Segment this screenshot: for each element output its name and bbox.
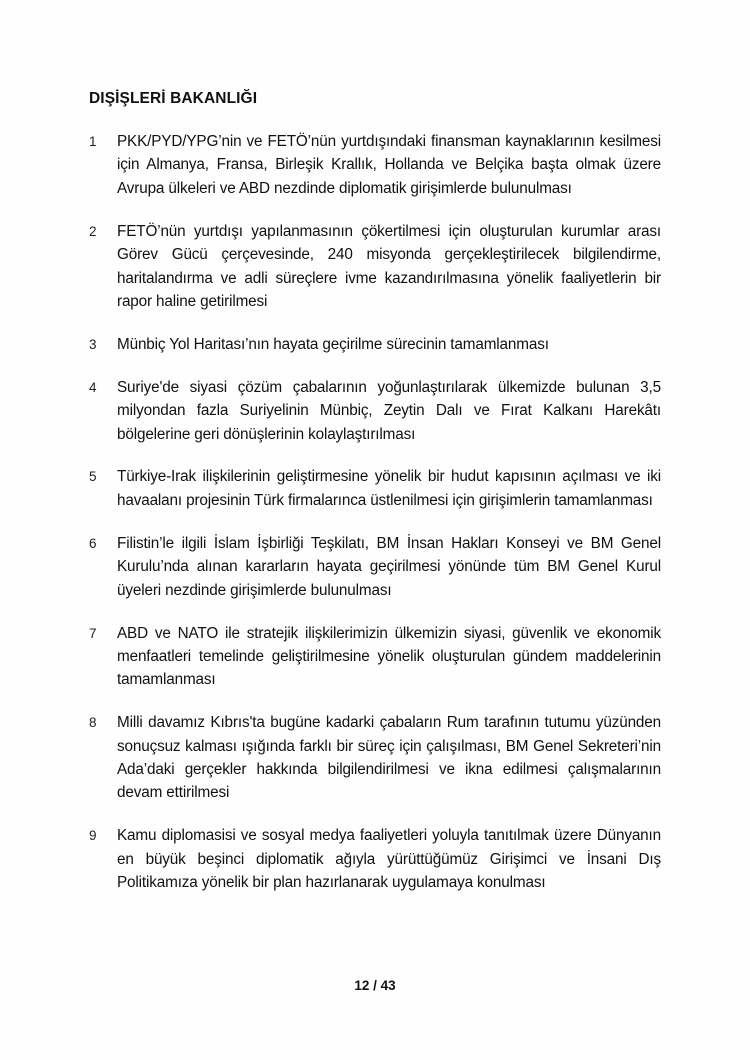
item-number: 3	[89, 336, 97, 352]
item-text: Kamu diplomasisi ve sosyal medya faaliyetleri yoluyla tanıtılmak üzere Dünyanın en büyük beşinci diplomatik ağıyla yürüttüğümüz Girişimci ve İnsani Dış Politikamıza yönelik bir plan hazırlanarak uygulamaya konulması	[117, 827, 661, 892]
list-item	[89, 130, 661, 200]
item-text: Filistin’le ilgili İslam İşbirliği Teşkilatı, BM İnsan Hakları Konseyi ve BM Genel Kurulu’nda alınan kararların hayata geçirilmesi yönünde tüm BM Genel Kurul üyeleri nezdinde girişimlerde bulunulması	[117, 534, 661, 599]
item-text: FETÖ’nün yurtdışı yapılanmasının çökertilmesi için oluşturulan kurumlar arası Görev Gücü çerçevesinde, 240 misyonda gerçekleştirilecek bilgilendirme, haritalandırma ve adli süreçlere ivme kazandırılmasına yönelik faaliyetlerin bir rapor haline getirilmesi	[117, 222, 661, 310]
item-text: Milli davamız Kıbrıs'ta bugüne kadarki çabaların Rum tarafının tutumu yüzünden sonuçsuz kalması ışığında farklı bir süreç için çalışılması, BM Genel Sekreteri’nin Ada’daki gerçekler hakkında bilgilendirilmesi ve ikna edilmesi çalışmalarının devam ettirilmesi	[117, 714, 661, 802]
item-text: ABD ve NATO ile stratejik ilişkilerimizin ülkemizin siyasi, güvenlik ve ekonomik menfaatleri temelinde geliştirilmesine yönelik oluşturulan gündem maddelerinin tamamlanması	[117, 624, 661, 689]
list-item	[89, 333, 661, 356]
list-item	[89, 711, 661, 805]
item-number: 6	[89, 535, 97, 551]
list-item	[89, 220, 661, 314]
item-text: Türkiye-Irak ilişkilerinin geliştirmesine yönelik bir hudut kapısının açılması ve iki havaalanı projesinin Türk firmalarınca üstlenilmesi için girişimlerin tamamlanması	[117, 468, 661, 509]
item-number: 5	[89, 469, 97, 485]
item-number: 1	[89, 134, 97, 149]
item-text: PKK/PYD/YPG’nin ve FETÖ’nün yurtdışındaki finansman kaynaklarının kesilmesi için Almanya, Fransa, Birleşik Krallık, Hollanda ve Belçika başta olmak üzere Avrupa ülkeleri ve ABD nezdinde diplomatik girişimlerde bulunulması	[117, 133, 661, 197]
item-number: 8	[89, 715, 97, 731]
page-number: 12 / 43	[354, 978, 396, 993]
list-item	[89, 824, 661, 894]
numbered-list	[89, 130, 661, 914]
list-item	[89, 465, 661, 512]
list-item	[89, 376, 661, 446]
item-text: Suriye'de siyasi çözüm çabalarının yoğunlaştırılarak ülkemizde bulunan 3,5 milyondan fazla Suriyelinin Münbiç, Zeytin Dalı ve Fırat Kalkanı Harekâtı bölgelerine geri dönüşlerinin kolaylaştırılması	[117, 378, 661, 443]
item-number: 9	[89, 828, 97, 844]
item-number: 7	[89, 625, 97, 641]
item-number: 4	[89, 379, 97, 395]
list-item	[89, 532, 661, 602]
item-number: 2	[89, 223, 97, 239]
item-text: Münbiç Yol Haritası’nın hayata geçirilme sürecinin tamamlanması	[117, 335, 549, 353]
section-title: DIŞİŞLERİ BAKANLIĞI	[89, 90, 258, 107]
list-item	[89, 622, 661, 692]
